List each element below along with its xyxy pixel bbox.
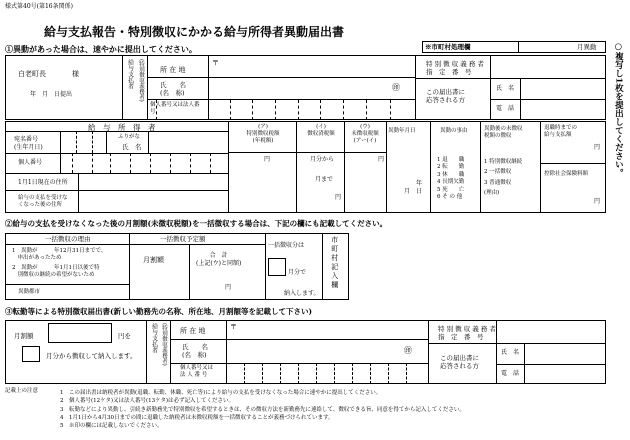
reason-item[interactable]: 2 転 勤 <box>437 164 465 171</box>
transfer-yen-wo: 円を <box>118 332 131 340</box>
note-item: 5 ※印の欄には記載しないでください。 <box>60 423 163 430</box>
note-item: 1 この届出書は納税者が異動(退職、転勤、休職、死亡等)により給与の支払を受けなくなった場合に速やかに提出してください。 <box>60 390 382 396</box>
lump-reason-2[interactable]: 2 異動が 年1月1日以後で特 別徴収の継続の希望がないため <box>12 265 100 279</box>
transfer-contact-name: 氏 名 <box>501 349 520 356</box>
transfer-special-side: (特別徴収義務者) <box>161 323 168 366</box>
page-title: 給与支払報告・特別徴収にかかる給与所得者異動届出書 <box>44 25 345 39</box>
section1-heading: ①異動があった場合は、速やかに提出してください。 <box>5 44 197 54</box>
note-item: 3 転勤などにより異動し、引続き新勤務先で特別徴収を希望するときは、その徴収方法を新勤務先に連絡して、徴収できる旨、同意を得てから記入してください。 <box>60 406 465 413</box>
total-label: 合 計 (上記(ウ)と同額) <box>196 252 242 267</box>
col-b-yen: 円 <box>335 194 342 201</box>
lump-reason-title: 一括徴収の理由 <box>45 235 91 243</box>
monthly-label: 月割額 <box>143 256 164 264</box>
contact-label: この届出書に 応答される方 <box>426 88 465 105</box>
lump-paid-title: 一括徴収分は <box>268 242 305 249</box>
transfer-payer-side: 給与支払者 <box>150 323 158 353</box>
transfer-contact-tel: 電 話 <box>501 370 520 377</box>
lump-reason-1[interactable]: 1 異動が 年12月31日までで、 申出があったため <box>12 248 107 262</box>
notes-list <box>60 389 605 431</box>
reason-item[interactable]: 6 そ の 他 <box>437 194 463 201</box>
jan-address-label: 1月1日現在の住所 <box>18 179 68 186</box>
number-label: 個人番号又は法人番号 <box>150 102 200 116</box>
col-d-ymd: 年 月 日 <box>403 180 422 196</box>
insurance-label: 控除社会保険料額 <box>544 171 589 177</box>
payer-side-label: 給与支払者 <box>126 59 134 89</box>
lump-month-box[interactable] <box>268 258 286 276</box>
transfer-monthly-box[interactable] <box>48 323 112 343</box>
employee-name-label: 氏 名 <box>122 143 142 151</box>
transfer-obligor-label: 特 別 徴 収 義 務 者 指 定 番 号 <box>438 325 496 342</box>
addressee: 白老町長 <box>18 70 46 78</box>
transfer-name-label: 氏 名 (名 称) <box>182 343 208 360</box>
transfer-from-box[interactable] <box>22 346 40 362</box>
col-b-header: (イ) 徴収済税額 <box>307 124 335 137</box>
col-g-header: 退職時までの 給与支払額 <box>544 125 578 139</box>
note-item: 2 個人番号(12ケタ)又は法人番号(13ケタ)は必ず記入してください。 <box>60 398 235 405</box>
col-a-yen: 円 <box>264 156 271 163</box>
post-address-label: 給与の支払を受けな くなった後の住所 <box>18 195 68 208</box>
special-side-label: (特別徴収義務者) <box>138 59 145 102</box>
reason-item[interactable]: 4 長期欠勤 <box>437 179 465 186</box>
col-c-yen: 円 <box>378 156 385 163</box>
reason-item[interactable]: 1 退 職 <box>437 157 465 163</box>
total-yen: 円 <box>225 284 232 291</box>
collect-item[interactable]: 2 一括徴収 <box>484 169 512 176</box>
transfer-number-label: 個人番号又は 法 人 番 号 <box>180 365 214 379</box>
payer-name-label: 氏 名 (名 称) <box>160 81 186 98</box>
obligor-number-label: 特 別 徴 収 義 務 者 指 定 番 号 <box>426 60 484 77</box>
col-b-from: 月分から <box>310 156 335 163</box>
collect-reason: (理由) <box>484 190 500 197</box>
address-label: 所 在 地 <box>160 66 186 74</box>
month-change-label: 月異動 <box>577 43 597 51</box>
transfer-address-label: 所 在 地 <box>180 327 206 335</box>
postal-mark: 〒 <box>212 59 219 67</box>
employee-header: 給 与 所 得 者 <box>88 123 156 132</box>
reason-list <box>437 157 464 202</box>
transfer-from-label: 月分から徴収して納入します。 <box>46 352 137 360</box>
collect-list <box>484 157 522 199</box>
col-g-yen: 円 <box>594 144 601 151</box>
city-col-label: 市町村記入欄 <box>330 236 339 290</box>
contact-name-label: 氏 名 <box>496 85 515 92</box>
city-office-label: ※市町村処理欄 <box>425 43 471 51</box>
furigana-label: ふりがな <box>118 134 141 140</box>
new-place-label: 異動都市 <box>18 289 41 295</box>
transfer-postal: 〒 <box>230 323 237 331</box>
section2-heading: ②給与の支払を受けなくなった後の月割額(未徴収税額)を一括徴収する場合は、下記の欄にも記載してください。 <box>5 219 388 228</box>
seal-mark: ㊞ <box>392 83 400 92</box>
submit-date: 年 月 日提出 <box>30 91 73 98</box>
personal-number-label: 個人番号 <box>18 159 43 166</box>
insurance-yen: 円 <box>594 198 601 205</box>
collect-item[interactable]: 1 特別徴収継続 <box>484 159 523 165</box>
col-f-header: 異動後の未徴収 税額の徴収 <box>484 126 523 139</box>
col-b-to: 月まで <box>315 176 334 183</box>
col-a-header: (ア) 特別徴収税額 (年税額) <box>246 124 280 144</box>
reason-item[interactable]: 3 休 職 <box>437 171 465 178</box>
lump-paid-done: 納入します。 <box>284 290 320 297</box>
lump-plan-title: 一括徴収予定額 <box>160 235 206 243</box>
form-number: 様式第40号(第16条関係) <box>5 3 73 10</box>
note-item: 4 1月1日から4月30日までの間に退職した納税者は未徴収税額を一括徴収することが義務づけられています。 <box>60 415 334 422</box>
transfer-contact-label: この届出書に 応答される方 <box>440 354 479 371</box>
collect-item[interactable]: 3 普通徴収 <box>484 179 512 186</box>
contact-tel-label: 電 話 <box>496 105 515 112</box>
section3-heading: ③転勤等による特別徴収届出書(新しい勤務先の名称、所在地、月割額等を記載して下さい) <box>5 307 313 316</box>
notes-title: 記載上の注意 <box>5 388 39 394</box>
reason-item[interactable]: 5 死 亡 <box>437 186 465 193</box>
recipient-number-label: 宛名番号 (生年月日) <box>14 136 43 151</box>
col-d-header: 異動年月日 <box>388 128 416 134</box>
col-c-header: (ウ) 未徴収税額 (アー(イ) <box>351 124 379 144</box>
transfer-monthly-label: 月割額 <box>14 332 34 340</box>
col-e-header: 異動の事由 <box>440 128 468 134</box>
side-note: ○複写し1枚を提出してください。 <box>613 42 624 177</box>
addressee-sama: 様 <box>72 70 79 78</box>
transfer-seal: ㊞ <box>404 346 412 355</box>
lump-month-part: 月分で <box>288 269 307 276</box>
